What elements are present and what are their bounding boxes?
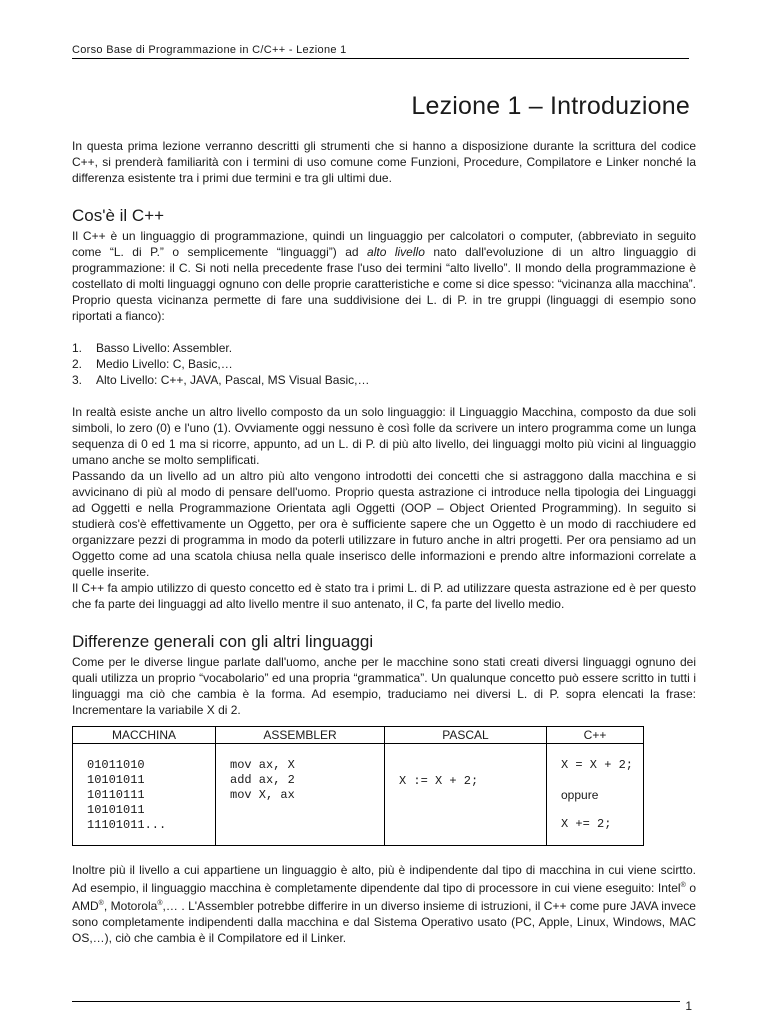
paragraph: Passando da un livello ad un altro più alto vengono introdotti dei concetti che si astraggono dalla macchina e si avvicinano di più al modo di pensare dell'uomo. Proprio questa astrazione ci introduce nella tipologia dei Linguaggi ad Oggetti e nella Programmazione Orientata agli Oggetti (OOP – Object Oriented Programming). In seguito si studierà cos'è effettivamente un Oggetto, per ora è sufficiente sapere che un Oggetto è un modo di racchiudere ed organizzare pezzi di programma in modo da poterli utilizzare in futuro anche in altri progetti. Per ora pensiamo ad un Oggetto come ad una scatola chiusa nella quale inserisco delle informazioni e prendo altre informazioni correlate a quelle inserite. xyxy=(72,469,696,579)
text-span: nato dall'evoluzione di un altro linguaggio di programmazione: il C. Si noti nella precedente frase l'uso dei termini “alto livello”. Il mondo della programmazione è costellato di molti linguaggi ognuno con delle proprie caratteristiche e come si dice spesso: “vicinanza alla macchina”. Proprio questa vicinanza permette di fare una suddivisione dei L. di P. in tre gruppi (linguaggi di esempio sono riportati a fianco): xyxy=(72,245,696,323)
machine-cell xyxy=(73,744,216,846)
column-header: MACCHINA xyxy=(73,727,216,744)
code-block: X = X + 2; xyxy=(561,758,634,772)
paragraph xyxy=(72,228,696,324)
paragraph: In realtà esiste anche un altro livello composto da un solo linguaggio: il Linguaggio Macchina, composto da due soli simboli, lo zero (0) e l'uno (1). Ovviamente oggi nessuno è così folle da scrivere un intero programma come un lunga sequenza di 0 ed 1 ma si ricorre, appunto, ad un L. di P. di più alto livello, dei linguaggi molto più vicini al linguaggio umano anche se molto semplificati. xyxy=(72,405,696,467)
list-item xyxy=(72,372,696,388)
code-block: 01011010 10101011 10110111 10101011 11101011... xyxy=(87,758,167,832)
text-span: Il C++ è un linguaggio di programmazione, quindi un linguaggio per calcolatori o computer, (abbreviato in seguito come “L. di P.” o semplicemente “linguaggi”) ad xyxy=(72,229,696,259)
column-header: PASCAL xyxy=(385,727,547,744)
code-block: mov ax, X add ax, 2 mov X, ax xyxy=(230,758,295,802)
list-text: Medio Livello: C, Basic,… xyxy=(96,357,233,371)
code-block: X += 2; xyxy=(561,817,612,831)
page-number: 1 xyxy=(685,999,692,1013)
paragraph xyxy=(72,862,696,946)
text-span: , Motorola xyxy=(103,899,158,913)
assembler-cell xyxy=(216,744,385,846)
italic-term: alto livello xyxy=(367,245,425,259)
level-list xyxy=(72,340,696,388)
list-text: Alto Livello: C++, JAVA, Pascal, MS Visual Basic,… xyxy=(96,373,370,387)
list-number: 1. xyxy=(72,341,83,355)
column-header: ASSEMBLER xyxy=(216,727,385,744)
section-heading-differences: Differenze generali con gli altri linguaggi xyxy=(72,632,374,651)
list-item xyxy=(72,340,696,356)
paragraph: Come per le diverse lingue parlate dall'uomo, anche per le macchine sono stati creati diversi linguaggi ognuno dei quali utilizza un proprio “vocabolario” ed una propria “grammatica”. Un qualunque concetto può essere scritto in tutti i linguaggi ma ciò che cambia è la forma. Ad esempio, traduciamo nei diversi L. di P. sopra elencati la frase: Incrementare la variabile X di 2. xyxy=(72,655,696,717)
section-heading-cpp: Cos'è il C++ xyxy=(72,206,165,225)
cpp-cell xyxy=(547,744,644,846)
paragraph: Il C++ fa ampio utilizzo di questo concetto ed è stato tra i primi L. di P. ad utilizzare questa astrazione ed è per questo che fa parte dei linguaggi ad alto livello mentre il suo antenato, il C, fa parte del livello medio. xyxy=(72,581,696,611)
registered-mark: ® xyxy=(680,882,686,889)
text-span: o AMD xyxy=(72,881,696,913)
code-block: X := X + 2; xyxy=(399,774,479,788)
comparison-table xyxy=(72,726,644,846)
list-number: 3. xyxy=(72,373,83,387)
intro-paragraph: In questa prima lezione verranno descritti gli strumenti che si hanno a disposizione durante la scrittura del codice C++, si prenderà familiarità con i termini di uso comune come Funzioni, Procedure, Compilatore e Linker nonché la differenza esistente tra i primi due termini e tra gli ultimi due. xyxy=(72,139,696,185)
list-text: Basso Livello: Assembler. xyxy=(96,341,233,355)
running-header: Corso Base di Programmazione in C/C++ - Lezione 1 xyxy=(72,44,689,59)
list-item xyxy=(72,356,696,372)
registered-mark: ® xyxy=(157,900,163,907)
page-title: Lezione 1 – Introduzione xyxy=(411,92,690,120)
document-body xyxy=(72,138,696,946)
text-span: Inoltre più il livello a cui appartiene un linguaggio è alto, più è indipendente dal tipo di macchina in cui viene scirtto. Ad esempio, il linguaggio macchina è completamente dipendente dal tipo di processore in cui viene eseguito: Intel xyxy=(72,863,696,895)
text-span: ,… . L'Assembler potrebbe differire in un diverso insieme di istruzioni, il C++ come pure JAVA invece sono completamente indipendenti dalla macchina e dal Sistema Operativo usato (PC, Apple, Linux, Windows, MAC OS,…), ciò che cambia è il Compilatore ed il Linker. xyxy=(72,899,696,945)
column-header: C++ xyxy=(547,727,644,744)
pascal-cell xyxy=(385,744,547,846)
list-number: 2. xyxy=(72,357,83,371)
footer-rule xyxy=(72,1001,680,1002)
registered-mark: ® xyxy=(98,900,104,907)
or-label: oppure xyxy=(561,788,599,802)
